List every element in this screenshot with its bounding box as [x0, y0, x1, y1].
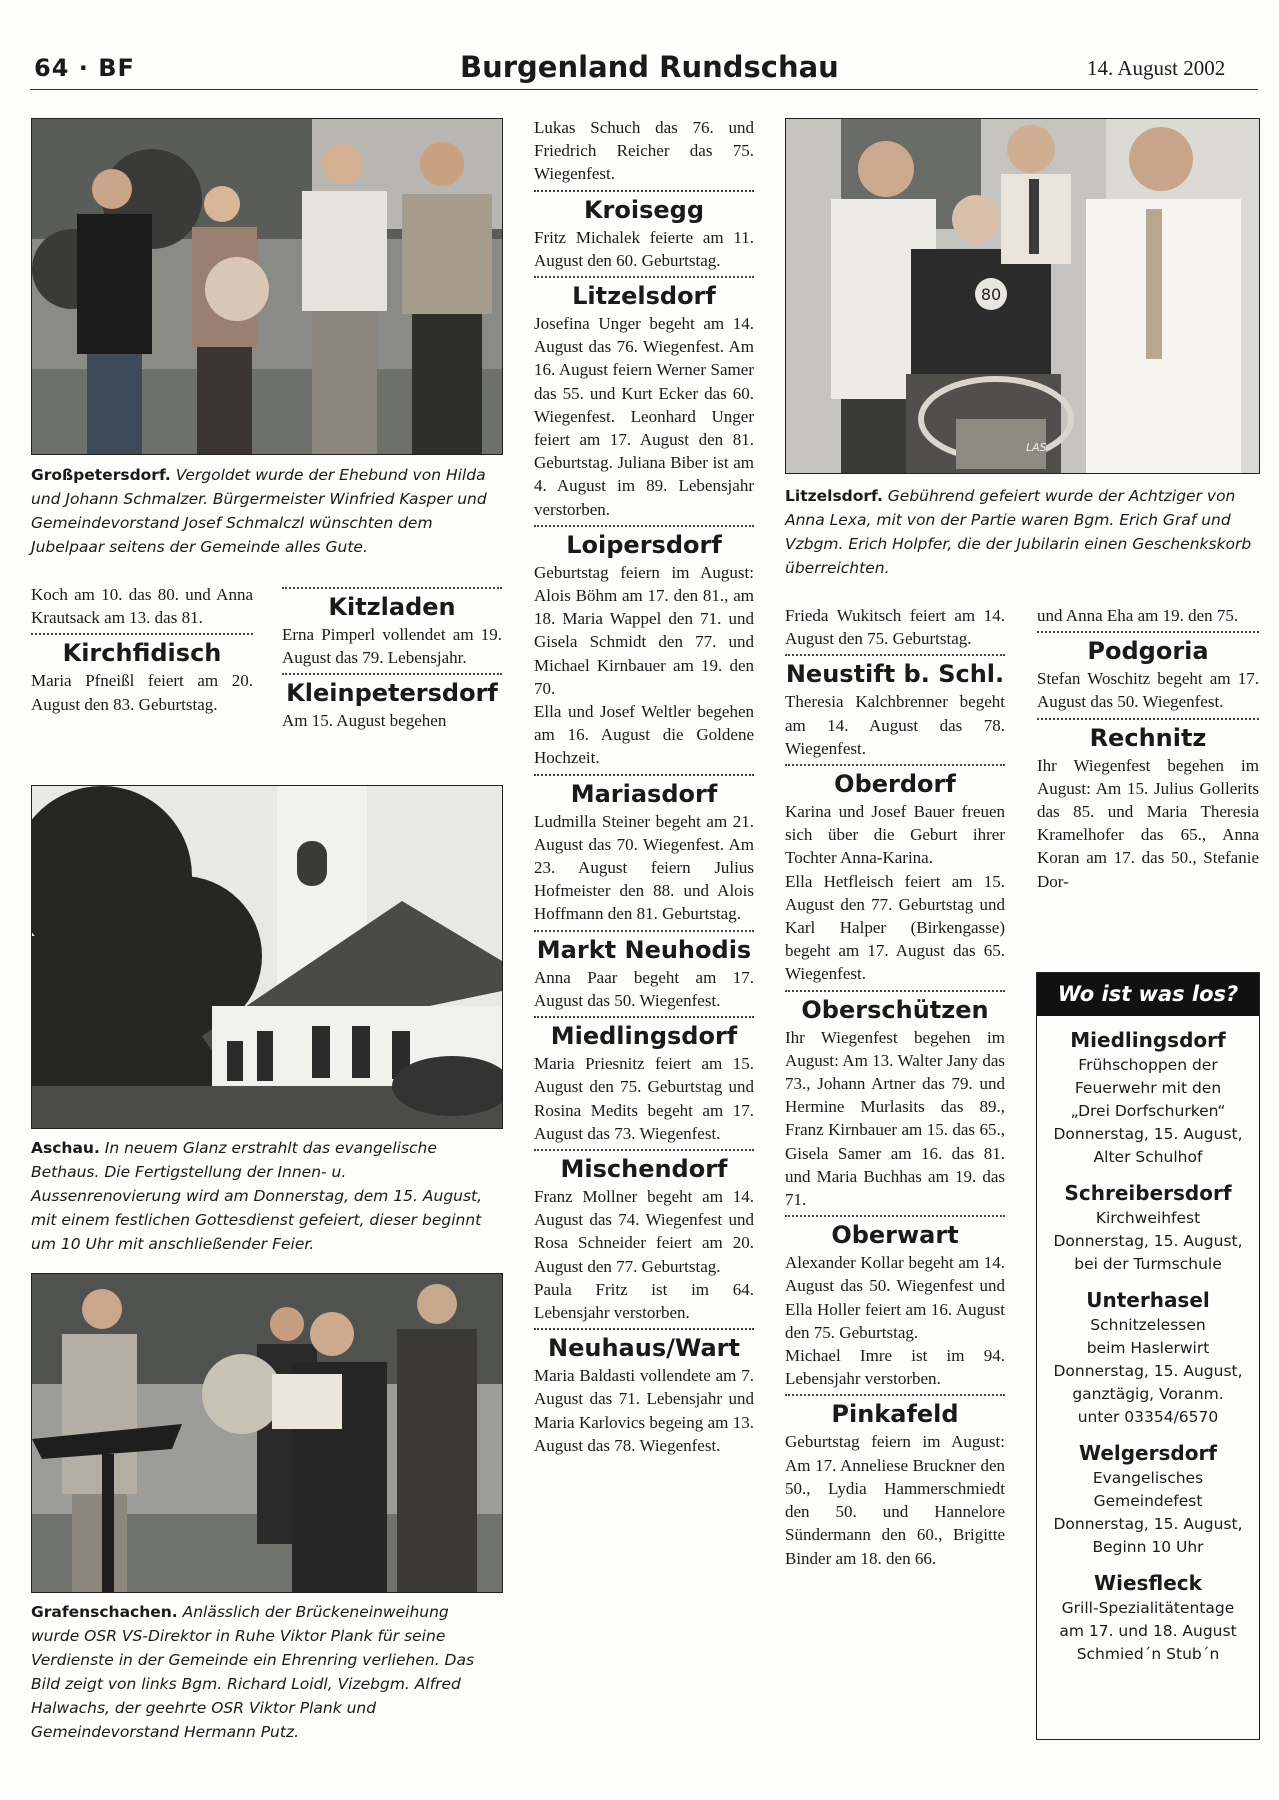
heading-oberdorf: Oberdorf	[785, 764, 1005, 800]
heading-litzelsdorf: Litzelsdorf	[534, 276, 754, 312]
text-intro: Lukas Schuch das 76. und Friedrich Reicher das 75. Wiegenfest.	[534, 118, 754, 184]
text-kleinpetersdorf: Am 15. August begehen	[282, 711, 447, 731]
event-detail-line: Feuerwehr mit den	[1074, 1079, 1222, 1097]
event-item	[1037, 1026, 1259, 1169]
text-oberwart-1: Alexander Kollar begeht am 14. August das 50. Wiegenfest und Ella Holler feiert am 16. August den 75. Geburtstag.	[785, 1253, 1005, 1342]
column-2	[282, 583, 502, 733]
text-intro: Koch am 10. das 80. und Anna Krautsack am 13. das 81.	[31, 585, 253, 628]
heading-loipersdorf: Loipersdorf	[534, 525, 754, 561]
photo-litzelsdorf	[785, 118, 1260, 474]
heading-pinkafeld: Pinkafeld	[785, 1394, 1005, 1430]
photo-grosspetersdorf	[31, 118, 503, 455]
event-place: Schreibersdorf	[1064, 1181, 1232, 1205]
heading-podgoria: Podgoria	[1037, 631, 1259, 667]
heading-mariasdorf: Mariasdorf	[534, 774, 754, 810]
event-detail-line: bei der Turmschule	[1074, 1255, 1222, 1273]
column-1	[31, 583, 253, 716]
birthday-badge: 80	[980, 285, 1002, 304]
text-markt-neuhodis: Anna Paar begeht am 17. August das 50. Wiegenfest.	[534, 967, 754, 1010]
text-loipersdorf-1: Geburtstag feiern im August: Alois Böhm am 17. den 81., am 18. Maria Wappel den 71. und Gisela Schmidt den 77. und Michael Kirnbauer am 19. den 70.	[534, 562, 754, 698]
text-oberdorf-2: Ella Hetfleisch feiert am 15. August den 77. Geburtstag und Karl Halper (Birkengasse) begeht am 17. August das 65. Wiegenfest.	[785, 871, 1005, 984]
heading-neustift: Neustift b. Schl.	[785, 654, 1005, 690]
event-item	[1037, 1439, 1259, 1559]
heading-rechnitz: Rechnitz	[1037, 718, 1259, 754]
issue-date: 14. August 2002	[1087, 56, 1226, 80]
page-number: 64 · BF	[34, 54, 135, 82]
event-detail-line: Donnerstag, 15. August,	[1053, 1362, 1243, 1380]
event-detail-line: Kirchweihfest	[1095, 1209, 1201, 1227]
event-detail-line: Schmied´n Stub´n	[1076, 1645, 1220, 1663]
event-detail-line: Donnerstag, 15. August,	[1053, 1515, 1243, 1533]
text-kroisegg: Fritz Michalek feierte am 11. August den 60. Geburtstag.	[534, 227, 754, 270]
event-detail-line: Frühschoppen der	[1078, 1056, 1218, 1074]
photo-grafenschachen	[31, 1273, 503, 1593]
photo-caption-aschau: Aschau. In neuem Glanz erstrahlt das evangelische Bethaus. Die Fertigstellung der Innen- u. Aussenrenovierung wird am Donnerstag, dem 15. August, mit einem festlichen Gottesdienst gefeiert, dieser beginnt um 10 Uhr mit anschließender Feier.	[31, 1139, 483, 1253]
event-detail-line: Beginn 10 Uhr	[1092, 1538, 1204, 1556]
heading-mischendorf: Mischendorf	[534, 1149, 754, 1185]
event-item	[1037, 1569, 1259, 1666]
text-rechnitz: Ihr Wiegenfest begehen im August: Am 15. Julius Gollerits das 85. und Maria Theresia Kramelhofer das 65., Anna Koran am 17. das 50., Stefanie Dor-	[1037, 755, 1259, 891]
event-detail-line: Gemeindefest	[1093, 1492, 1203, 1510]
event-item	[1037, 1286, 1259, 1429]
text-intro: Frieda Wukitsch feiert am 14. August den 75. Geburtstag.	[785, 606, 1005, 649]
text-mischendorf-2: Paula Fritz ist im 64. Lebensjahr verstorben.	[534, 1279, 754, 1322]
text-intro: und Anna Eha am 19. den 75.	[1037, 606, 1239, 625]
text-mariasdorf: Ludmilla Steiner begeht am 21. August das 70. Wiegenfest. Am 23. August feiern Julius Hofmeister den 88. und Alois Hoffmann den 81. Geburtstag.	[534, 811, 754, 924]
event-place: Unterhasel	[1086, 1288, 1210, 1312]
event-detail-line: Evangelisches	[1092, 1469, 1204, 1487]
events-box	[1036, 972, 1260, 1740]
event-place: Wiesfleck	[1094, 1571, 1202, 1595]
text-neustift: Theresia Kalchbrenner begeht am 14. August das 78. Wiegenfest.	[785, 692, 1005, 758]
event-detail-line: am 17. und 18. August	[1059, 1622, 1237, 1640]
text-oberwart-2: Michael Imre ist im 94. Lebensjahr verstorben.	[785, 1346, 1005, 1389]
heading-oberwart: Oberwart	[785, 1215, 1005, 1251]
photo-aschau	[31, 785, 503, 1129]
event-detail-line: Donnerstag, 15. August,	[1053, 1125, 1243, 1143]
photo-caption-litzelsdorf: Litzelsdorf. Gebührend gefeiert wurde der Achtziger von Anna Lexa, mit von der Partie waren Bgm. Erich Graf und Vzbgm. Erich Holpfer, die der Jubilarin einen Geschenkskorb überreichten.	[785, 487, 1252, 577]
basket-tag: LAS	[1026, 441, 1047, 454]
heading-miedlingsdorf: Miedlingsdorf	[534, 1016, 754, 1052]
event-detail-line: Alter Schulhof	[1093, 1148, 1203, 1166]
text-kirchfidisch: Maria Pfneißl feiert am 20. August den 83. Geburtstag.	[31, 671, 253, 714]
event-place: Welgersdorf	[1078, 1441, 1218, 1465]
column-5	[1037, 604, 1259, 893]
photo-caption-grafenschachen: Grafenschachen. Anlässlich der Brückeneinweihung wurde OSR VS-Direktor in Ruhe Viktor Plank für seine Verdienste in der Gemeinde ein Ehrenring verliehen. Das Bild zeigt von links Bgm. Richard Loidl, Vizebgm. Alfred Halwachs, der geehrte OSR Viktor Plank und Gemeindevorstand Hermann Putz.	[31, 1603, 475, 1741]
event-place: Miedlingsdorf	[1070, 1028, 1226, 1052]
event-item	[1037, 1179, 1259, 1276]
text-kitzladen: Erna Pimperl vollendet am 19. August das 79. Lebensjahr.	[282, 625, 502, 668]
column-3	[534, 116, 754, 1457]
text-pinkafeld: Geburtstag feiern im August: Am 17. Anneliese Bruckner den 50., Lydia Hammerschmiedt den 50. und Hannelore Sündermann den 60., Brigitte Binder am 18. den 66.	[785, 1432, 1005, 1568]
event-detail-line: „Drei Dorfschurken“	[1070, 1102, 1226, 1120]
events-list	[1037, 1026, 1259, 1666]
heading-oberschuetzen: Oberschützen	[785, 990, 1005, 1026]
event-detail-line: Schnitzelessen	[1090, 1316, 1206, 1334]
text-litzelsdorf: Josefina Unger begeht am 14. August das 76. Wiegenfest. Am 16. August feiern Werner Samer das 55. und Kurt Ecker das 60. Wiegenfest. Leonhard Unger feiert am 17. August den 81. Geburtstag. Juliana Biber ist am 4. August im 89. Lebensjahr verstorben.	[534, 314, 754, 519]
heading-kitzladen: Kitzladen	[282, 587, 502, 623]
heading-kleinpetersdorf: Kleinpetersdorf	[282, 673, 502, 709]
events-box-title: Wo ist was los?	[1037, 973, 1259, 1016]
event-detail-line: Donnerstag, 15. August,	[1053, 1232, 1243, 1250]
text-oberschuetzen: Ihr Wiegenfest begehen im August: Am 13. Walter Jany das 73., Johann Artner das 79. und Hermine Murlasits das 89., Franz Kirnbauer am 15. das 65., Gisela Samer am 16. das 81. und Maria Buchhas am 19. das 71.	[785, 1027, 1005, 1210]
text-podgoria: Stefan Woschitz begeht am 17. August das 50. Wiegenfest.	[1037, 669, 1259, 712]
newspaper-title: Burgenland Rundschau	[460, 50, 839, 84]
text-neuhaus-wart: Maria Baldasti vollendete am 7. August das 71. Lebensjahr und Maria Karlovics begeing am 13. August das 78. Wiegenfest.	[534, 1366, 754, 1455]
heading-kirchfidisch: Kirchfidisch	[31, 633, 253, 669]
heading-kroisegg: Kroisegg	[534, 190, 754, 226]
column-4	[785, 604, 1005, 1570]
event-detail-line: beim Haslerwirt	[1086, 1339, 1210, 1357]
photo-caption-grosspetersdorf: Großpetersdorf. Vergoldet wurde der Ehebund von Hilda und Johann Schmalzer. Bürgermeister Winfried Kasper und Gemeindevorstand Josef Schmalczl wünschten dem Jubelpaar seitens der Gemeinde alles Gute.	[31, 466, 487, 556]
text-loipersdorf-2: Ella und Josef Weltler begehen am 16. August die Goldene Hochzeit.	[534, 702, 754, 768]
event-detail-line: unter 03354/6570	[1077, 1408, 1219, 1426]
event-detail-line: ganztägig, Voranm.	[1072, 1385, 1224, 1403]
event-detail-line: Grill-Spezialitätentage	[1061, 1599, 1235, 1617]
text-oberdorf-1: Karina und Josef Bauer freuen sich über die Geburt ihrer Tochter Anna-Karina.	[785, 802, 1005, 868]
header-rule	[30, 89, 1258, 90]
text-miedlingsdorf: Maria Priesnitz feiert am 15. August den 75. Geburtstag und Rosina Medits begeht am 17. August das 73. Wiegenfest.	[534, 1054, 754, 1143]
text-mischendorf-1: Franz Mollner begeht am 14. August das 74. Wiegenfest und Rosa Schneider feiert am 20. August den 77. Geburtstag.	[534, 1186, 754, 1276]
heading-markt-neuhodis: Markt Neuhodis	[534, 930, 754, 966]
heading-neuhaus-wart: Neuhaus/Wart	[534, 1328, 754, 1364]
